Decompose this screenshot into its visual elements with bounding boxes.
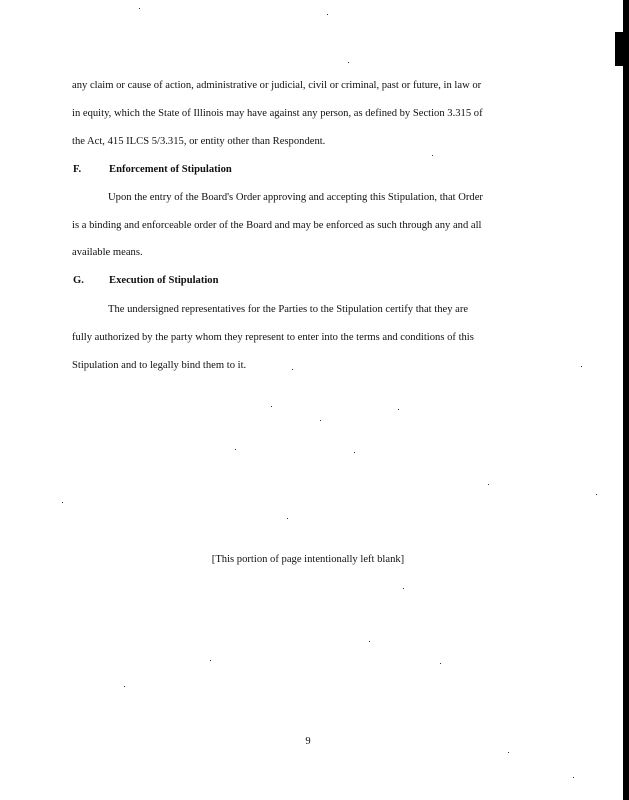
scan-speck [573, 777, 574, 778]
section-f-line-3: available means. [72, 247, 143, 258]
intro-line-1: any claim or cause of action, administrative or judicial, civil or criminal, past or future, in law or [72, 80, 482, 91]
scan-speck [354, 452, 355, 453]
section-f-line-1: Upon the entry of the Board's Order approving and accepting this Stipulation, that Order [108, 192, 483, 203]
section-f-number: F. [73, 164, 82, 175]
scan-speck [292, 369, 293, 370]
scan-speck [124, 686, 125, 687]
scan-speck [369, 641, 370, 642]
scan-speck [581, 366, 582, 367]
scan-speck [210, 660, 211, 661]
intro-line-2: in equity, which the State of Illinois may have against any person, as defined by Section 3.315 of [72, 108, 483, 119]
scan-speck [320, 420, 321, 421]
intentionally-blank-notice: [This portion of page intentionally left blank] [211, 554, 405, 565]
scan-speck [287, 518, 288, 519]
scan-speck [440, 663, 441, 664]
scan-speck [508, 752, 509, 753]
scan-speck [139, 8, 140, 9]
scan-speck [403, 588, 404, 589]
section-g-line-1: The undersigned representatives for the Parties to the Stipulation certify that they are [108, 304, 469, 315]
scan-speck [488, 484, 489, 485]
scan-speck [432, 155, 433, 156]
scan-speck [271, 406, 272, 407]
scan-speck [398, 409, 399, 410]
scan-speck [62, 502, 63, 503]
section-f-title: Enforcement of Stipulation [109, 164, 232, 175]
section-g-line-3: Stipulation and to legally bind them to it. [72, 360, 247, 371]
section-g-number: G. [73, 275, 84, 286]
scan-speck [235, 449, 236, 450]
scan-speck [348, 62, 349, 63]
scan-speck [596, 494, 597, 495]
scan-speck [327, 14, 328, 15]
page-number: 9 [305, 736, 311, 747]
scan-edge-bar [623, 0, 629, 800]
intro-line-3: the Act, 415 ILCS 5/3.315, or entity other than Respondent. [72, 136, 326, 147]
section-g-title: Execution of Stipulation [109, 275, 219, 286]
section-g-line-2: fully authorized by the party whom they represent to enter into the terms and conditions of this [72, 332, 474, 343]
section-f-line-2: is a binding and enforceable order of the Board and may be enforced as such through any and all [72, 220, 482, 231]
scan-edge-notch [615, 32, 629, 66]
